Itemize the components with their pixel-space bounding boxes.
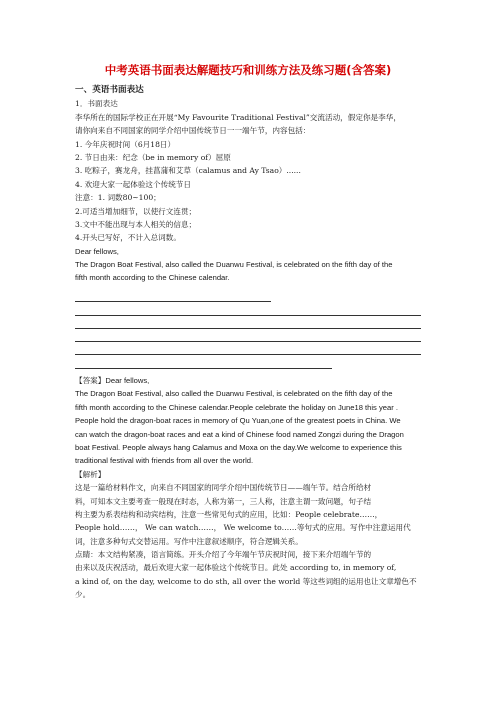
requirement-point-3: 3. 吃粽子，赛龙舟，挂菖蒲和艾草（calamus and Ay Tsao）......: [75, 166, 301, 176]
answer-blank-line: [75, 301, 271, 302]
answer-line-1: The Dragon Boat Festival, also called the Duanwu Festival, is celebrated on the fifth day of the: [75, 389, 393, 399]
answer-blank-line: [75, 368, 332, 369]
analysis-line-9: 少。: [75, 590, 91, 600]
section-heading: 一、英语书面表达: [75, 85, 144, 95]
question-number: 1．书面表达: [75, 99, 118, 109]
answer-greeting: Dear fellows,: [105, 376, 150, 385]
analysis-line-1: 这是一篇给材料作文，向来自不同国家的同学介绍中国传统节日——端午节。结合所给材: [75, 483, 372, 493]
answer-blank-line: [75, 315, 421, 316]
analysis-line-8: a kind of, on the day, welcome to do sth, all over the world 等这些词组的运用也让文章增色不: [75, 576, 417, 586]
answer-block: [75, 374, 421, 602]
requirement-point-2: 2. 节日由来：纪念（be in memory of）屈原: [75, 152, 231, 162]
note-4: 4.开头已写好，不计入总词数。: [75, 233, 181, 243]
answer-label: 【答案】: [75, 376, 106, 385]
analysis-line-4: People hold……， We can watch……， We welcome to……等句式的应用。写作中注意运用代: [75, 523, 411, 533]
opening-line-2: fifth month according to the Chinese calendar.: [75, 273, 230, 283]
answer-line-2: fifth month according to the Chinese calendar.People celebrate the holiday on June18 this year .: [75, 402, 398, 412]
analysis-line-5: 词，注意多种句式交替运用。写作中注意叙述顺序，符合逻辑关系。: [75, 536, 303, 546]
prompt-line-1: 李华所在的国际学校正在开展“My Favourite Traditional Festival”交流活动，假定你是李华，: [75, 112, 401, 122]
prompt-line-2: 请你向来自不同国家的同学介绍中国传统节日一一端午节，内容包括：: [75, 126, 311, 136]
question-block: [75, 84, 421, 285]
requirement-point-4: 4. 欢迎大家一起体验这个传统节日: [75, 179, 191, 189]
requirement-point-1: 1. 今年庆祝时间（6月18日）: [75, 139, 176, 149]
greeting: Dear fellows,: [75, 246, 119, 256]
answer-line-6: traditional festival with friends from all over the world.: [75, 456, 254, 466]
analysis-line-7: 由来以及庆祝活动，最后欢迎大家一起体验这个传统节日。此处 according to, in memory of,: [75, 563, 397, 573]
answer-line-3: People hold the dragon-boat races in memory of Qu Yuan,one of the greatest poets in China. We: [75, 416, 401, 426]
analysis-line-2: 料，可知本文主要考查一般现在时态，人称为第一，三人称，注意主谓一致问题，句子结: [75, 496, 372, 506]
note-1: 注意：1. 词数80~100；: [75, 193, 161, 203]
answer-blank-line: [75, 354, 421, 355]
analysis-line-6: 点睛：本文结构紧凑，语言简练。开头介绍了今年端午节庆祝时间，接下来介绍端午节的: [75, 550, 372, 560]
note-2: 2.可适当增加细节，以使行文连贯；: [75, 206, 197, 216]
analysis-label: 【解析】: [75, 469, 106, 479]
opening-line-1: The Dragon Boat Festival, also called the Duanwu Festival, is celebrated on the fifth day of the: [75, 260, 393, 270]
answer-line-5: boat Festival. People always hang Calamus and Moxa on the day.We welcome to experience this: [75, 442, 402, 452]
document-title: 中考英语书面表达解题技巧和训练方法及练习题(含答案): [104, 63, 392, 77]
answer-blank-line: [75, 341, 421, 342]
answer-line-4: can watch the dragon-boat races and eat a kind of Chinese food named Zongzi during the Dragon: [75, 429, 404, 439]
answer-blank-line: [75, 328, 421, 329]
note-3: 3.文中不能出现与本人相关的信息；: [75, 219, 197, 229]
analysis-line-3: 构主要为系表结构和动宾结构，注意一些常见句式的应用，比如：People celebrate……，: [75, 509, 383, 519]
